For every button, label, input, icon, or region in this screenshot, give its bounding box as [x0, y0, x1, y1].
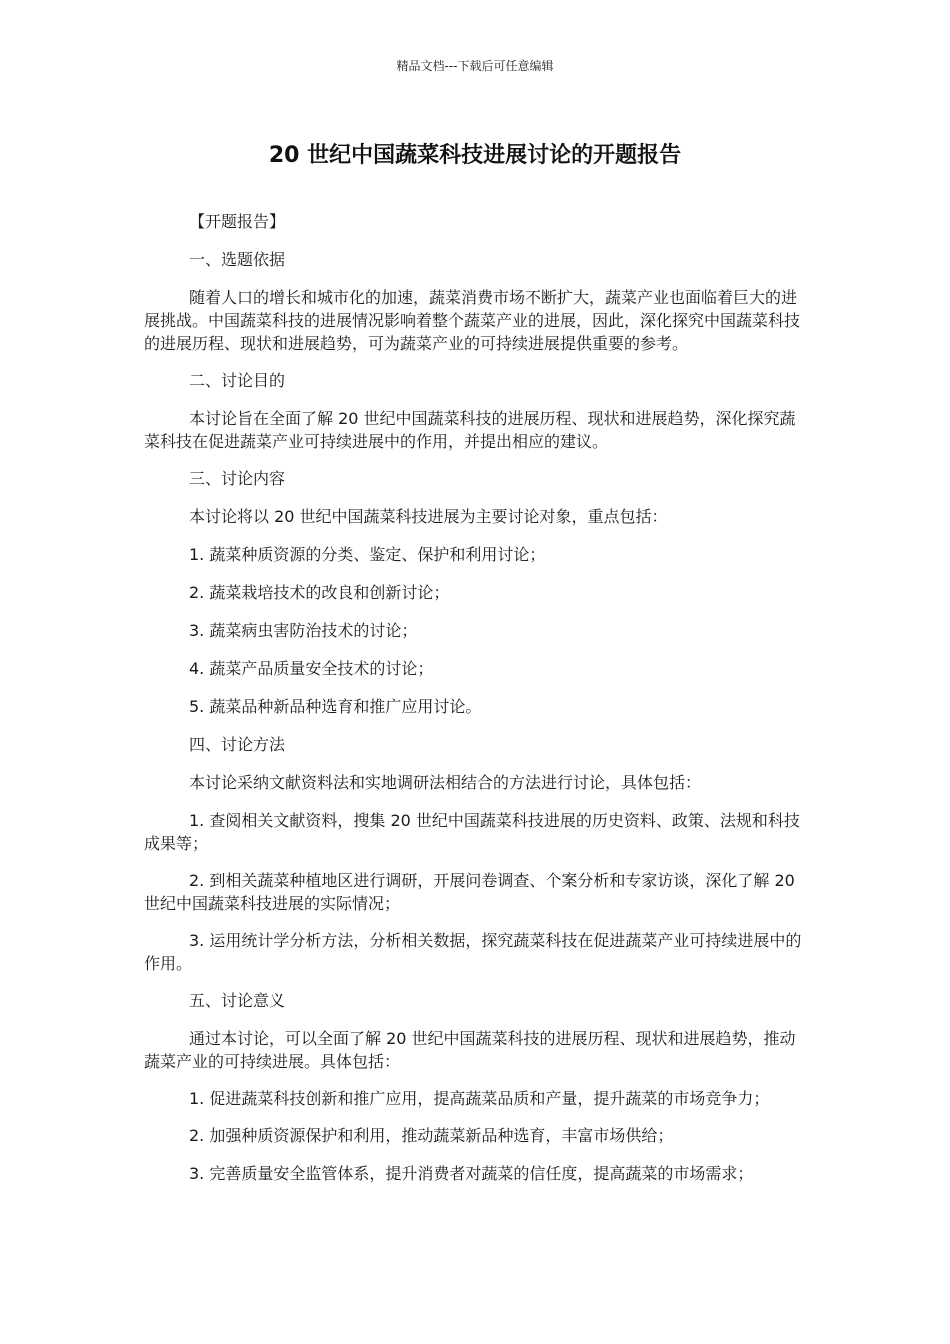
paragraph: 随着人口的增长和城市化的加速，蔬菜消费市场不断扩大，蔬菜产业也面临着巨大的进展挑战。中国蔬菜科技的进展情况影响着整个蔬菜产业的进展，因此，深化探究中国蔬菜科技的进展历程、现状和进展趋势，可为蔬菜产业的可持续进展提供重要的参考。: [144, 288, 801, 353]
document-title: 20 世纪中国蔬菜科技进展讨论的开题报告: [268, 143, 682, 168]
section-heading-5: 五、讨论意义: [189, 991, 286, 1010]
list-item: 2. 到相关蔬菜种植地区进行调研，开展问卷调查、个案分析和专家访谈，深化了解 20 世纪中国蔬菜科技进展的实际情况；: [144, 871, 795, 913]
list-item: 1. 促进蔬菜科技创新和推广应用，提高蔬菜品质和产量，提升蔬菜的市场竞争力；: [189, 1089, 770, 1108]
paragraph: 通过本讨论，可以全面了解 20 世纪中国蔬菜科技的进展历程、现状和进展趋势，推动蔬菜产业的可持续进展。具体包括：: [144, 1029, 796, 1071]
paragraph: 本讨论采纳文献资料法和实地调研法相结合的方法进行讨论，具体包括：: [189, 773, 702, 792]
list-item: 2. 加强种质资源保护和利用，推动蔬菜新品种选育，丰富市场供给；: [189, 1126, 674, 1145]
section-heading-2: 二、讨论目的: [189, 371, 286, 390]
list-item: 3. 运用统计学分析方法，分析相关数据，探究蔬菜科技在促进蔬菜产业可持续进展中的作用。: [144, 931, 802, 973]
section-heading-1: 一、选题依据: [189, 250, 286, 269]
document-body: [144, 210, 806, 1199]
list-item: 5. 蔬菜品种新品种选育和推广应用讨论。: [189, 697, 482, 716]
list-item: 1. 蔬菜种质资源的分类、鉴定、保护和利用讨论；: [189, 545, 546, 564]
list-item: 4. 蔬菜产品质量安全技术的讨论；: [189, 659, 434, 678]
list-item: 1. 查阅相关文献资料，搜集 20 世纪中国蔬菜科技进展的历史资料、政策、法规和科技成果等；: [144, 811, 800, 853]
section-heading-4: 四、讨论方法: [189, 735, 286, 754]
paragraph: 本讨论旨在全面了解 20 世纪中国蔬菜科技的进展历程、现状和进展趋势，深化探究蔬菜科技在促进蔬菜产业可持续进展中的作用，并提出相应的建议。: [144, 409, 796, 451]
section-heading-3: 三、讨论内容: [189, 469, 286, 488]
header-note: 精品文档---下载后可任意编辑: [396, 59, 554, 73]
list-item: 3. 完善质量安全监管体系，提升消费者对蔬菜的信任度，提高蔬菜的市场需求；: [189, 1164, 754, 1183]
paragraph-report-label: 【开题报告】: [189, 212, 286, 231]
paragraph: 本讨论将以 20 世纪中国蔬菜科技进展为主要讨论对象，重点包括：: [189, 507, 668, 526]
list-item: 3. 蔬菜病虫害防治技术的讨论；: [189, 621, 418, 640]
list-item: 2. 蔬菜栽培技术的改良和创新讨论；: [189, 583, 450, 602]
